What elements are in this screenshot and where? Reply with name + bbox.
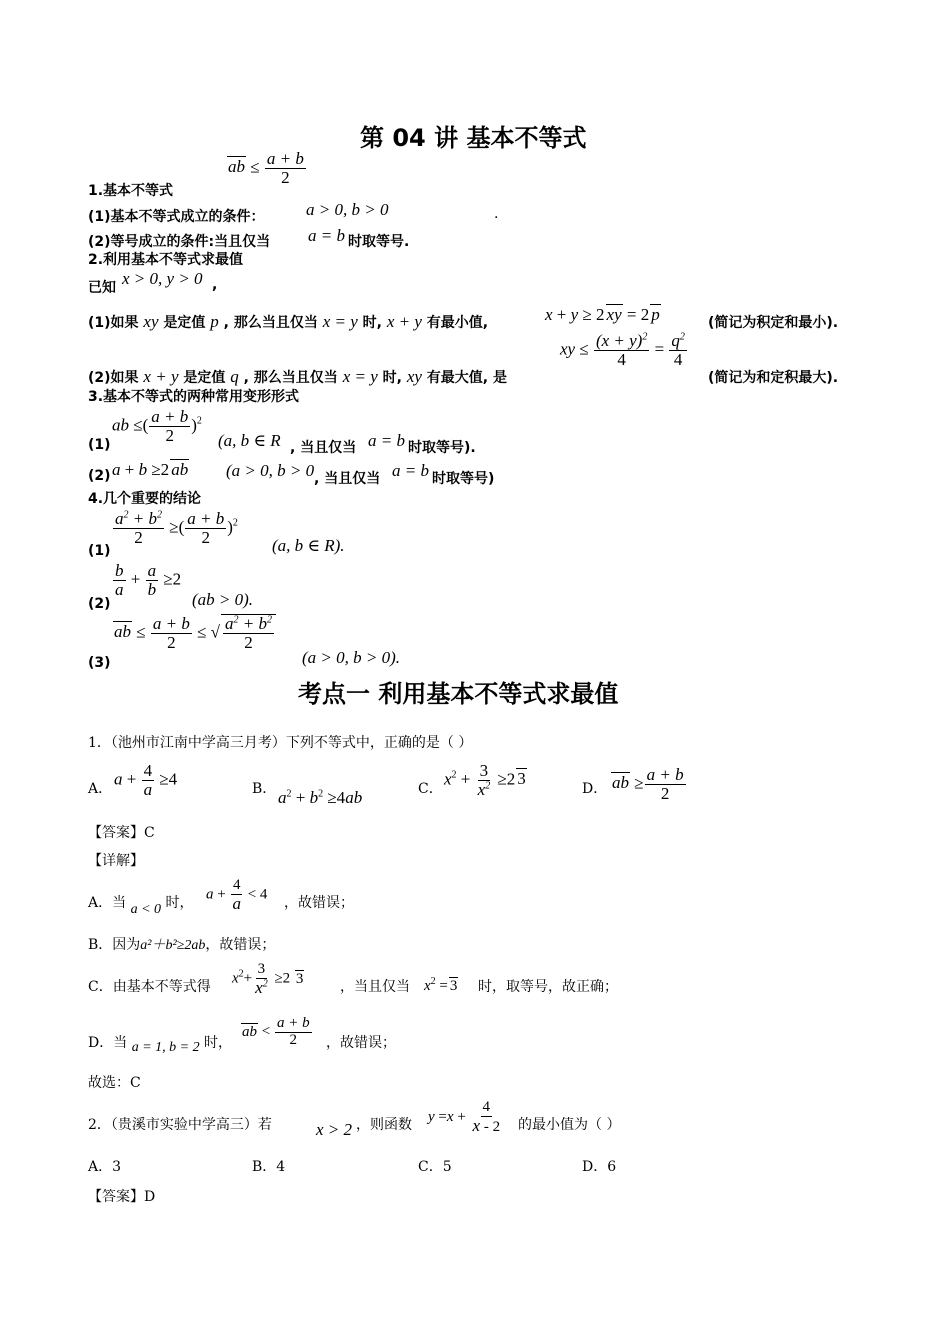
q1-db: B．因为 xyxy=(88,937,141,953)
s2-p2-d: 时, xyxy=(382,370,402,386)
basic-inequality-formula: ab ≤ $\frac{a + b}{2}$ xyxy=(228,149,304,187)
q1-dc-expr: $x^2+$ $\frac{3}{x^2}$ ≥2 3 xyxy=(232,961,304,997)
s2-p1-xeqy: x = y xyxy=(322,312,358,331)
s2-p2-line xyxy=(88,367,507,387)
s3-f2-eq: a = b xyxy=(392,461,429,480)
q1-opt-b: $a^2 + b^2 \ge 4ab$ xyxy=(278,788,363,807)
q1-detail-a xyxy=(88,892,194,917)
q1-dd-cond: a = 1, b = 2 xyxy=(131,1040,200,1055)
s2-p1-formula: x + y ≥ 2 xy = 2 p xyxy=(545,305,660,324)
s4-c2-cond: (ab > 0). xyxy=(192,590,254,609)
s3-f2-label: (2) xyxy=(88,468,111,484)
s2-p1-line xyxy=(88,312,488,332)
q2-opt-b: B．4 xyxy=(252,1159,286,1175)
s4-c1-cond: (a, b ∈ R). xyxy=(272,536,345,555)
s1-cond2-math: a = b xyxy=(308,226,345,245)
s3-f1-label: (1) xyxy=(88,437,111,453)
s3-f1-cond: (a, b ∈ R xyxy=(218,431,281,450)
s4-c3-formula: ab ≤ $\frac{a + b}{2}$ ≤ √ $\frac{a^2 + b^2}{2}$ xyxy=(112,614,276,652)
q1-da-c: ，故错误； xyxy=(284,895,354,911)
s1-cond2-tail: 时取等号. xyxy=(348,234,410,250)
q2-opt-c: C．5 xyxy=(418,1159,452,1175)
q1-opt-c-label: C． xyxy=(418,781,443,797)
q1-opt-a-label: A． xyxy=(88,781,113,797)
q2-stem-b: ，则函数 xyxy=(356,1117,412,1133)
q1-dc-a: C．由基本不等式得 xyxy=(88,979,211,995)
s1-cond1-label: (1)基本不等式成立的条件： xyxy=(88,209,265,225)
q1-stem: 1．（池州市江南中学高三月考）下列不等式中，正确的是（ ） xyxy=(88,735,473,751)
s2-heading: 2.利用基本不等式求最值 xyxy=(88,252,244,268)
s2-p2-xeqy: x = y xyxy=(342,367,378,386)
q1-dd-a: D．当 xyxy=(88,1035,128,1051)
q2-stem-cond: x > 2 xyxy=(316,1120,353,1139)
s3-f1-eq: a = b xyxy=(368,431,405,450)
s3-f2-cond: (a > 0, b > 0 xyxy=(226,461,315,480)
q1-detail-b xyxy=(88,934,275,954)
s4-c1-label: (1) xyxy=(88,543,111,559)
s2-p1-e: 有最小值, xyxy=(426,315,489,331)
q1-opt-c: $x^2$ + $\frac{3}{x^2}$ ≥2 3 xyxy=(444,761,526,799)
s2-p2-xpy: x + y xyxy=(143,367,179,386)
s2-p2-f: (简记为和定积最大). xyxy=(708,370,839,386)
q2-opt-d: D．6 xyxy=(582,1159,617,1175)
q2-stem-func: y =x + $\frac{4}{x - 2}$ xyxy=(428,1099,501,1135)
q1-conclusion: 故选：C xyxy=(88,1075,141,1091)
s2-known-tail: , xyxy=(212,277,218,293)
s2-p2-b: 是定值 xyxy=(183,370,226,386)
section-title: 考点一 利用基本不等式求最值 xyxy=(298,680,619,708)
q1-opt-b-label: B． xyxy=(252,781,277,797)
s3-f2-formula: a + b ≥2 ab xyxy=(112,460,189,479)
s2-p1-xpy: x + y xyxy=(386,312,422,331)
q2-stem-a: 2．（贵溪市实验中学高三）若 xyxy=(88,1117,272,1133)
s4-c3-cond: (a > 0, b > 0). xyxy=(302,648,401,667)
s3-heading: 3.基本不等式的两种常用变形形式 xyxy=(88,389,300,405)
q1-detail-d xyxy=(88,1032,233,1055)
s2-p2-q: q xyxy=(230,367,239,386)
q2-stem-c: 的最小值为（ ） xyxy=(518,1117,621,1133)
s4-c2-label: (2) xyxy=(88,596,111,612)
s4-c2-formula: $\frac{b}{a}$ + $\frac{a}{b}$ ≥2 xyxy=(115,561,182,599)
q2-answer: 【答案】D xyxy=(88,1189,156,1205)
s2-p1-f: (简记为积定和最小). xyxy=(708,315,839,331)
q1-da-cond: a < 0 xyxy=(130,902,162,917)
s1-cond1-value: a > 0, b > 0 xyxy=(306,200,389,219)
s2-known-math: x > 0, y > 0 xyxy=(122,269,203,288)
s4-heading: 4.几个重要的结论 xyxy=(88,491,202,507)
s2-p2-formula: xy ≤ $\frac{(x + y)^2}{4}$ = $\frac{q^2}{4}$ xyxy=(560,331,685,369)
q1-opt-d: ab ≥ $\frac{a + b}{2}$ xyxy=(612,765,684,803)
q1-da-expr: a + $\frac{4}{a}$ < 4 xyxy=(206,877,268,913)
s2-p2-a: (2)如果 xyxy=(88,370,139,386)
s1-cond2-label: (2)等号成立的条件:当且仅当 xyxy=(88,234,271,250)
q1-da-b: 时， xyxy=(165,895,194,911)
q2-opt-a: A．3 xyxy=(88,1159,122,1175)
q1-dc-b: ，当且仅当 xyxy=(340,979,410,995)
q1-dd-expr: ab < $\frac{a + b}{2}$ xyxy=(242,1015,310,1048)
q1-dc-c: 时，取等号，故正确； xyxy=(478,979,618,995)
q1-detail-label: 【详解】 xyxy=(88,853,144,869)
q1-dd-c: ，故错误； xyxy=(326,1035,396,1051)
q1-answer: 【答案】C xyxy=(88,825,155,841)
s1-cond1-tail: . xyxy=(494,206,499,222)
s3-f1-formula: ab ≤( $\frac{a + b}{2}$ )$^2$ xyxy=(112,407,202,445)
s2-p1-p: p xyxy=(210,312,219,331)
q1-opt-d-label: D． xyxy=(582,781,608,797)
q1-db-expr: a²＋b²≥2ab xyxy=(140,938,206,953)
page-title: 第 04 讲 基本不等式 xyxy=(360,124,587,152)
q1-dd-b: 时， xyxy=(204,1035,233,1051)
s4-c3-label: (3) xyxy=(88,655,111,671)
s2-p1-b: 是定值 xyxy=(163,315,206,331)
q1-db-c: ，故错误； xyxy=(205,937,276,953)
s3-f2-b: , 当且仅当 xyxy=(314,471,381,487)
s1-heading: 1.基本不等式 xyxy=(88,183,174,199)
s2-p2-c: , 那么当且仅当 xyxy=(243,370,338,386)
s2-p2-e: 有最大值, 是 xyxy=(426,370,507,386)
s2-p1-c: , 那么当且仅当 xyxy=(223,315,318,331)
s2-p1-d: 时, xyxy=(362,315,382,331)
s3-f1-b: , 当且仅当 xyxy=(290,440,357,456)
s3-f2-c: 时取等号) xyxy=(432,471,495,487)
s2-known-label: 已知 xyxy=(88,280,116,296)
q1-opt-a: a + $\frac{4}{a}$ ≥4 xyxy=(114,761,178,799)
s3-f1-c: 时取等号). xyxy=(408,440,476,456)
s2-p2-xy: xy xyxy=(406,367,422,386)
s4-c1-formula: $\frac{a^2 + b^2}{2}$ ≥( $\frac{a + b}{2}$ )$^2$ xyxy=(115,509,238,547)
q1-da-a: A．当 xyxy=(88,895,127,911)
s2-p1-a: (1)如果 xyxy=(88,315,139,331)
s2-p1-xy: xy xyxy=(143,312,159,331)
q1-dc-eq: $x^2 = 3$ xyxy=(424,976,458,994)
